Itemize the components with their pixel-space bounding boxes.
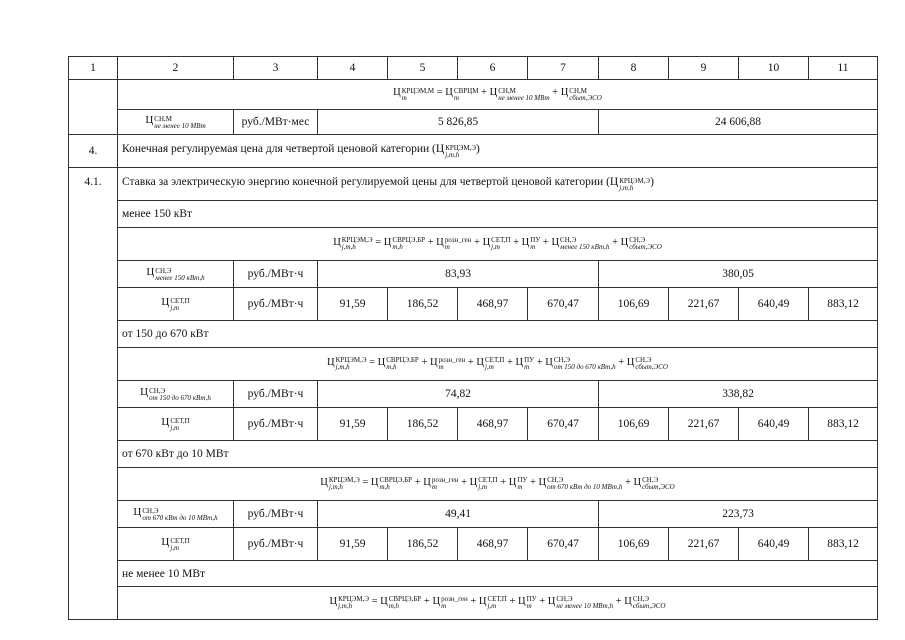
set-label: Ц СЕТ,П j,m	[118, 528, 234, 561]
value-cell: 221,67	[669, 528, 739, 561]
sn-row	[69, 381, 878, 408]
sn-row	[69, 261, 878, 288]
section-row	[69, 168, 878, 201]
unit-cell: руб./МВт·ч	[234, 288, 318, 321]
group-formula-row	[69, 348, 878, 381]
group-formula-row	[69, 587, 878, 620]
value-cell: 670,47	[528, 408, 599, 441]
section-text: Ставка за электрическую энергию конечной регулируемой цены для четвертой ценовой категории (Ц КРЦЭМ,Э j,m,h )	[118, 168, 878, 201]
value-cell: 640,49	[739, 528, 809, 561]
value-cell: 91,59	[318, 408, 388, 441]
header-cell: 7	[528, 57, 599, 80]
value-cell: 106,69	[599, 288, 669, 321]
section-row	[69, 135, 878, 168]
set-label: Ц СЕТ,П j,m	[118, 288, 234, 321]
value-cell: 186,52	[388, 528, 458, 561]
unit-cell: руб./МВт·ч	[234, 501, 318, 528]
value-cell: 5 826,85	[318, 110, 599, 135]
value-cell: 221,67	[669, 288, 739, 321]
header-cell: 11	[809, 57, 878, 80]
section-num: 4.	[69, 135, 118, 168]
group-formula-row	[69, 228, 878, 261]
value-cell: 106,69	[599, 408, 669, 441]
group-title-row	[69, 441, 878, 468]
value-cell: 223,73	[599, 501, 878, 528]
group-formula: Ц КРЦЭМ,Э j,m,h = Ц СВРЦЭ,БР m,h + Ц розн_ген m + Ц СЕТ,П j,m + Ц ПУ m + Ц СН,Э от 670 кВт до 10 МВт,h + Ц СН,Э сбыт,ЭСО	[118, 468, 878, 501]
value-cell: 91,59	[318, 528, 388, 561]
set-row	[69, 408, 878, 441]
value-cell: 640,49	[739, 408, 809, 441]
unit-cell: руб./МВт·ч	[234, 408, 318, 441]
group-formula-row	[69, 468, 878, 501]
header-cell: 9	[669, 57, 739, 80]
unit-cell: руб./МВт·ч	[234, 528, 318, 561]
value-cell: 670,47	[528, 528, 599, 561]
formula-cell: Ц КРЦЭМ,М m = Ц СВРЦМ m + Ц СН,М не менее 10 МВт + Ц СН,М сбыт,ЭСО	[118, 80, 878, 110]
header-cell: 8	[599, 57, 669, 80]
value-cell: 883,12	[809, 408, 878, 441]
sn-label: Ц СН,Э менее 150 кВт,h	[118, 261, 234, 288]
unit-cell: руб./МВт·ч	[234, 261, 318, 288]
sn-row	[69, 501, 878, 528]
group-title-row	[69, 201, 878, 228]
set-row	[69, 528, 878, 561]
group-title: от 150 до 670 кВт	[118, 321, 878, 348]
section-num: 4.1.	[69, 168, 118, 620]
header-cell: 4	[318, 57, 388, 80]
header-cell: 2	[118, 57, 234, 80]
value-cell: 380,05	[599, 261, 878, 288]
header-cell: 6	[458, 57, 528, 80]
group-formula: Ц КРЦЭМ,Э j,m,h = Ц СВРЦЭ,БР m,h + Ц розн_ген m + Ц СЕТ,П j,m + Ц ПУ m + Ц СН,Э от 150 до 670 кВт,h + Ц СН,Э сбыт,ЭСО	[118, 348, 878, 381]
value-cell: 49,41	[318, 501, 599, 528]
group-title: не менее 10 МВт	[118, 561, 878, 587]
group-title: от 670 кВт до 10 МВт	[118, 441, 878, 468]
value-cell: 468,97	[458, 288, 528, 321]
sn-label: Ц СН,Э от 670 кВт до 10 МВт,h	[118, 501, 234, 528]
header-cell: 10	[739, 57, 809, 80]
value-cell: 24 606,88	[599, 110, 878, 135]
unit-cell: руб./МВт·мес	[234, 110, 318, 135]
value-cell: 640,49	[739, 288, 809, 321]
section-text: Конечная регулируемая цена для четвертой ценовой категории (Ц КРЦЭМ,Э j,m,h )	[118, 135, 878, 168]
param-row	[69, 110, 878, 135]
value-cell: 106,69	[599, 528, 669, 561]
value-cell: 186,52	[388, 288, 458, 321]
tariff-table	[68, 56, 878, 620]
table-body	[69, 57, 878, 620]
value-cell: 221,67	[669, 408, 739, 441]
unit-cell: руб./МВт·ч	[234, 381, 318, 408]
value-cell: 883,12	[809, 288, 878, 321]
formula-row	[69, 80, 878, 110]
value-cell: 83,93	[318, 261, 599, 288]
header-cell: 5	[388, 57, 458, 80]
group-title-row	[69, 561, 878, 587]
header-cell: 1	[69, 57, 118, 80]
value-cell: 468,97	[458, 528, 528, 561]
group-formula: Ц КРЦЭМ,Э j,m,h = Ц СВРЦЭ,БР m,h + Ц розн_ген m + Ц СЕТ,П j,m + Ц ПУ m + Ц СН,Э не менее 10 МВт,h + Ц СН,Э сбыт,ЭСО	[118, 587, 878, 620]
header-cell: 3	[234, 57, 318, 80]
value-cell: 883,12	[809, 528, 878, 561]
param-label: Ц СН,М не менее 10 МВт	[118, 110, 234, 135]
value-cell: 338,82	[599, 381, 878, 408]
header-row	[69, 57, 878, 80]
sn-label: Ц СН,Э от 150 до 670 кВт,h	[118, 381, 234, 408]
empty-num-cell	[69, 80, 118, 135]
value-cell: 186,52	[388, 408, 458, 441]
set-label: Ц СЕТ,П j,m	[118, 408, 234, 441]
value-cell: 468,97	[458, 408, 528, 441]
group-title-row	[69, 321, 878, 348]
value-cell: 670,47	[528, 288, 599, 321]
set-row	[69, 288, 878, 321]
value-cell: 74,82	[318, 381, 599, 408]
group-formula: Ц КРЦЭМ,Э j,m,h = Ц СВРЦЭ,БР m,h + Ц розн_ген m + Ц СЕТ,П j,m + Ц ПУ m + Ц СН,Э менее 150 кВт,h + Ц СН,Э сбыт,ЭСО	[118, 228, 878, 261]
value-cell: 91,59	[318, 288, 388, 321]
group-title: менее 150 кВт	[118, 201, 878, 228]
